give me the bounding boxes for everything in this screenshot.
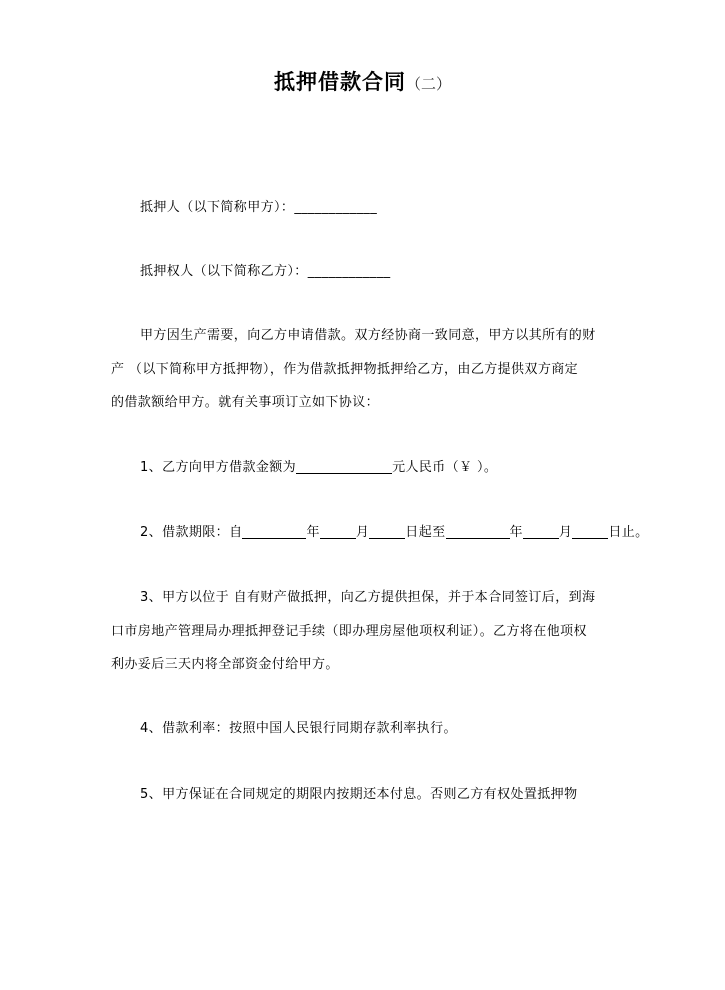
start-day-label: 日起至 (405, 525, 446, 540)
start-year-blank (242, 524, 306, 539)
end-year-label: 年 (509, 525, 523, 540)
clause-1-prefix: 1、乙方向甲方借款金额为 (140, 460, 297, 475)
title-main: 抵押借款合同 (273, 70, 406, 94)
clause-2 (140, 524, 649, 542)
end-month-label: 月 (558, 525, 573, 540)
end-day-blank (572, 524, 608, 539)
amount-blank (296, 459, 392, 474)
intro-line-1: 甲方因生产需要，向乙方申请借款。双方经协商一致同意，甲方以其所有的财 (140, 328, 596, 343)
party-b-label: 抵押权人（以下简称乙方）： (140, 264, 308, 279)
party-a-line (140, 199, 377, 217)
party-b-line (140, 263, 391, 281)
clause-5: 5、甲方保证在合同规定的期限内按期还本付息。否则乙方有权处置抵押物 (140, 787, 578, 802)
party-b-blank: ____________ (307, 264, 391, 279)
clause-1 (140, 459, 497, 477)
start-year-label: 年 (306, 525, 320, 540)
end-month-blank (523, 524, 559, 539)
start-day-blank (369, 524, 405, 539)
end-day-label: 日止。 (608, 525, 649, 540)
end-year-blank (446, 524, 510, 539)
party-a-blank: ____________ (294, 200, 378, 215)
document-title (0, 66, 725, 96)
title-suffix: （二） (405, 75, 451, 93)
party-a-label: 抵押人（以下简称甲方）： (140, 200, 295, 215)
clause-4: 4、借款利率：按照中国人民银行同期存款利率执行。 (140, 721, 457, 736)
start-month-blank (320, 524, 356, 539)
clause-3-line-1: 3、甲方以位于 自有财产做抵押，向乙方提供担保，并于本合同签订后，到海 (140, 590, 596, 605)
intro-line-3: 的借款额给甲方。就有关事项订立如下协议： (111, 395, 380, 410)
start-month-label: 月 (355, 525, 370, 540)
clause-2-prefix: 2、借款期限：自 (140, 525, 243, 540)
clause-1-suffix: 元人民币（￥ ）。 (392, 460, 498, 475)
clause-3-line-3: 利办妥后三天内将全部资金付给甲方。 (111, 657, 339, 672)
intro-line-2: 产 （以下简称甲方抵押物），作为借款抵押物抵押给乙方，由乙方提供双方商定 (111, 362, 579, 377)
clause-3-line-2: 口市房地产管理局办理抵押登记手续（即办理房屋他项权利证）。乙方将在他项权 (111, 624, 587, 639)
